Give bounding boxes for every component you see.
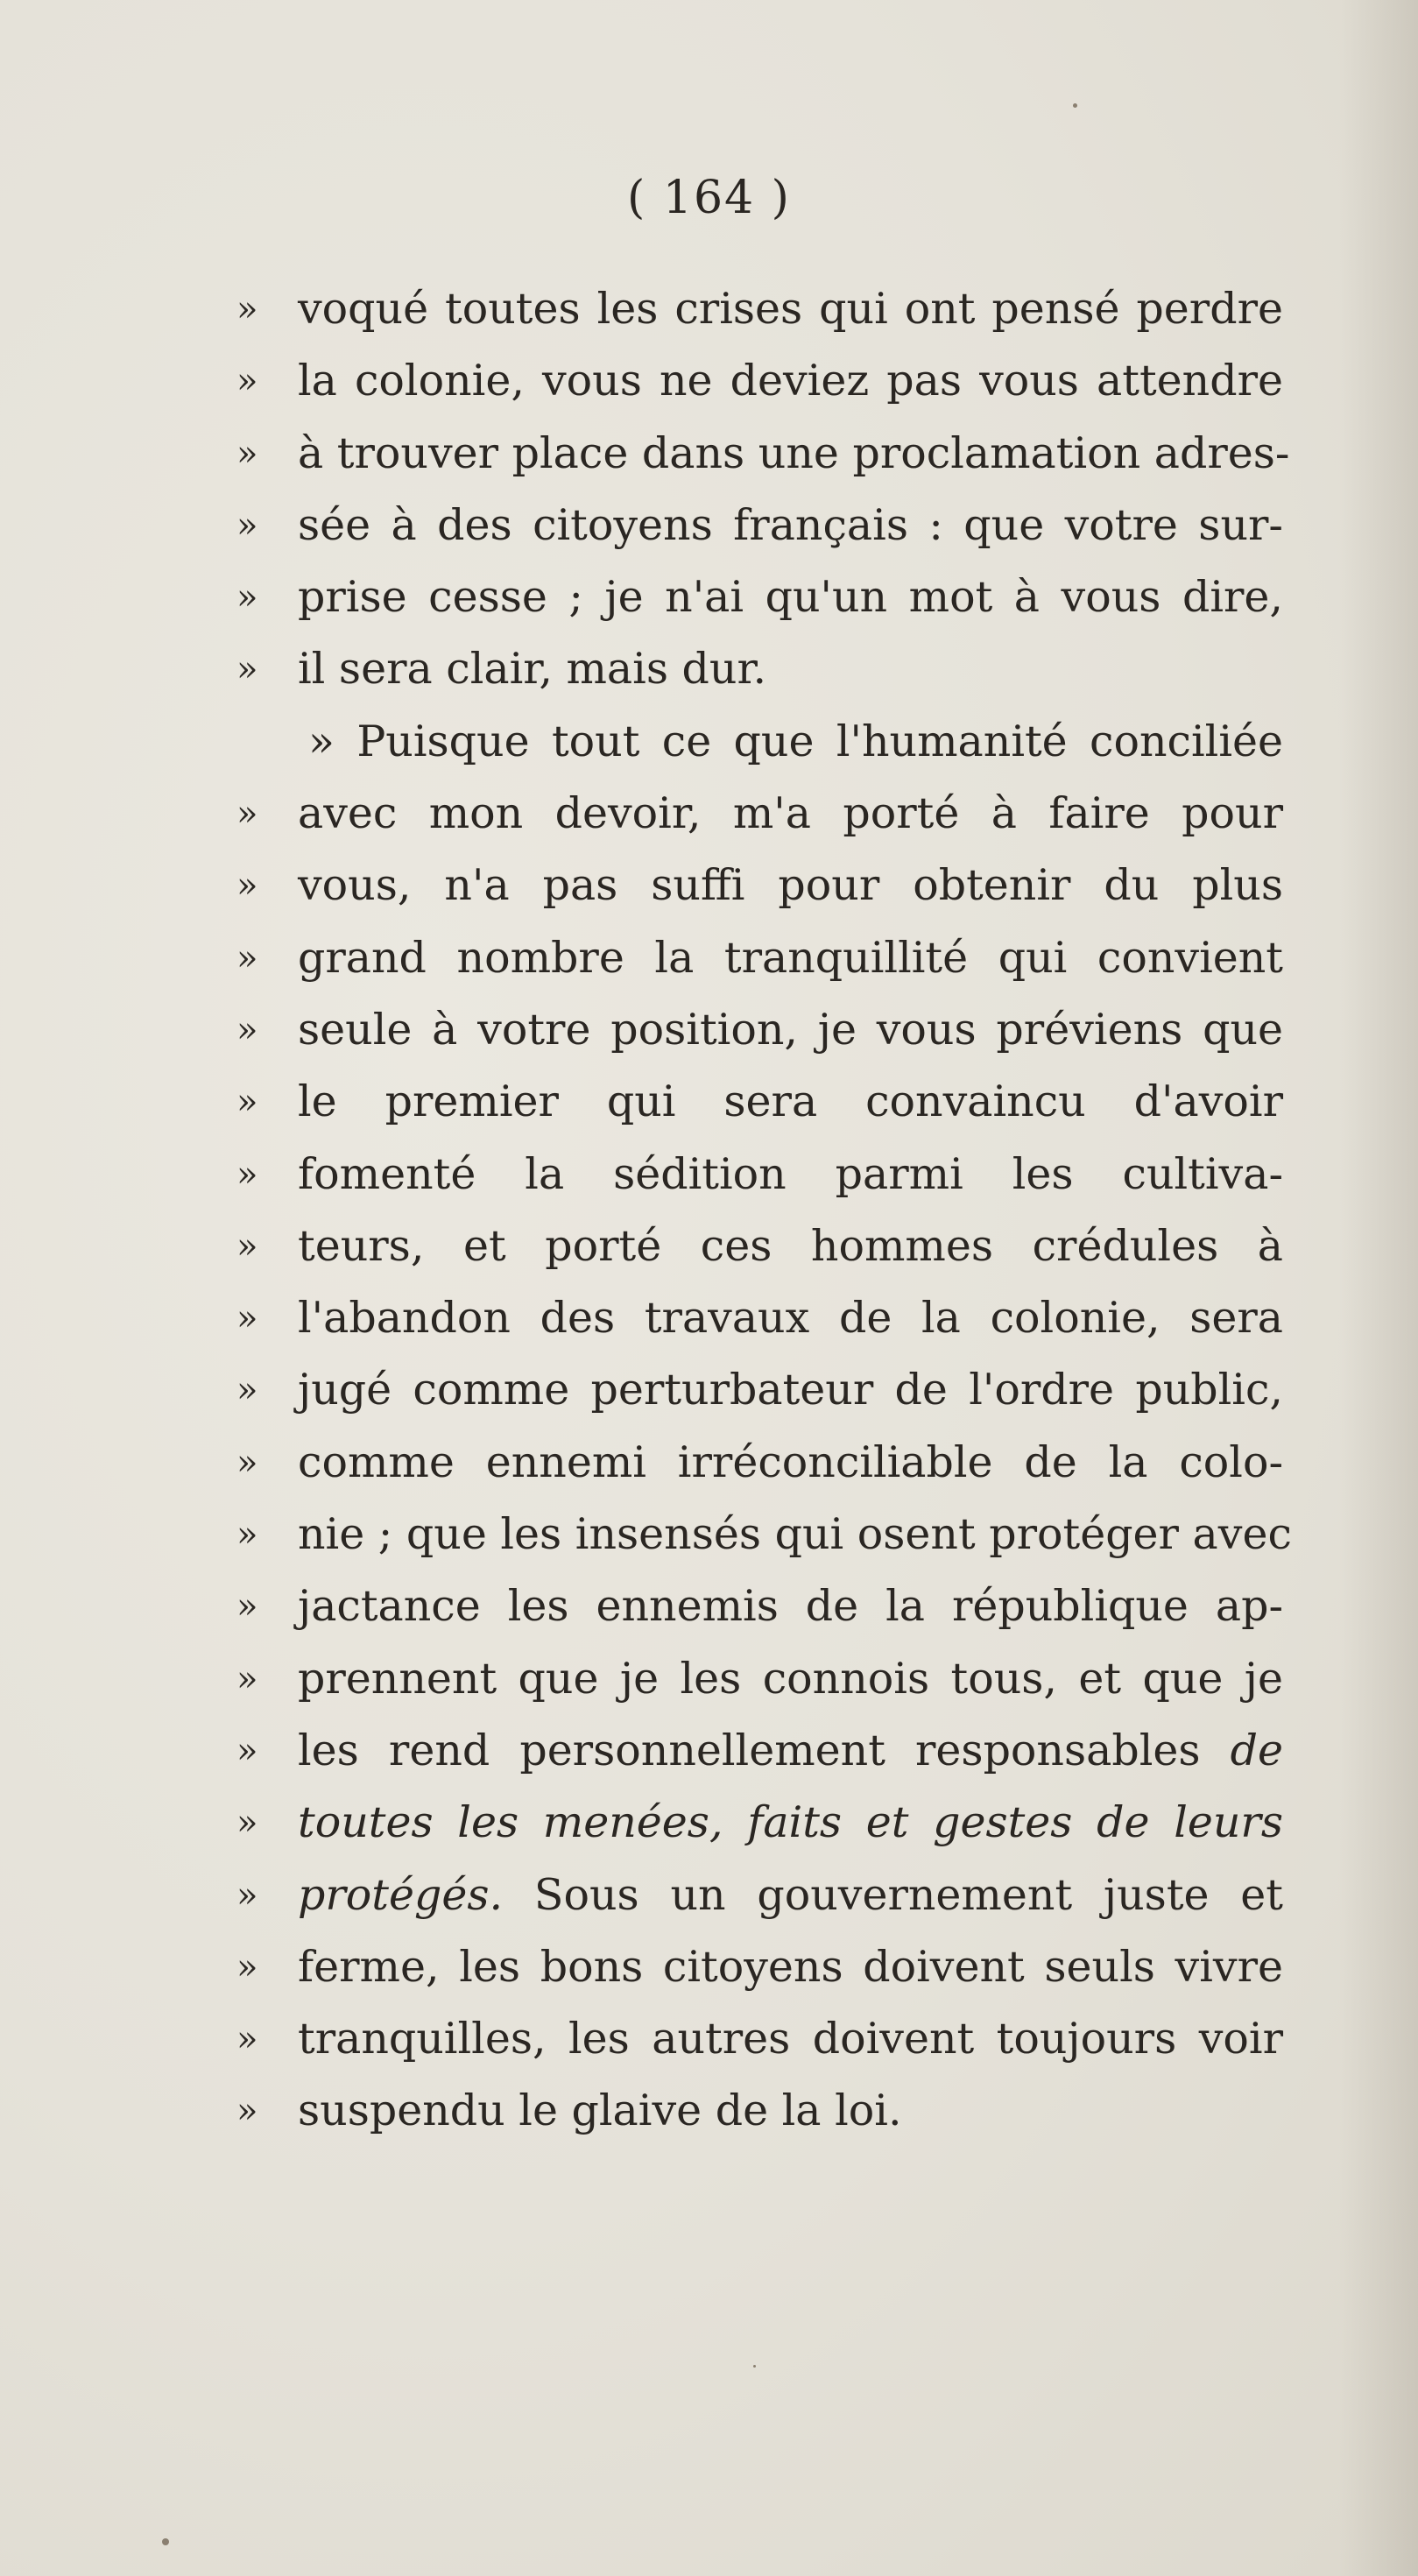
line-text — [298, 922, 1283, 994]
quote-mark: » — [236, 1874, 258, 1916]
text-line — [236, 1570, 1410, 1642]
quote-mark: » — [236, 1730, 258, 1771]
line-text — [298, 418, 1290, 490]
text-line — [236, 490, 1410, 561]
page-number: ( 164 ) — [627, 172, 791, 224]
line-text — [298, 850, 1283, 921]
quote-mark: » — [236, 937, 258, 978]
text-line — [236, 1931, 1410, 2003]
roman-text: la colonie, vous ne deviez pas vous attendre — [298, 356, 1283, 406]
text-line — [236, 1354, 1410, 1426]
text-line — [236, 1787, 1410, 1859]
roman-text: tranquilles, les autres doivent toujours voir — [298, 2014, 1283, 2064]
text-line — [236, 633, 1410, 705]
line-text — [298, 490, 1283, 561]
quote-mark: » — [236, 1514, 258, 1556]
roman-text: grand nombre la tranquillité qui convient — [298, 932, 1283, 983]
roman-text: le premier qui sera convaincu d'avoir — [298, 1076, 1283, 1127]
line-text — [298, 1715, 1283, 1787]
text-line — [236, 2003, 1410, 2075]
roman-text: fomenté la sédition parmi les cultiva- — [298, 1148, 1283, 1199]
quote-mark: » — [236, 1370, 258, 1411]
roman-text: avec mon devoir, m'a porté à faire pour — [298, 788, 1283, 839]
text-line — [236, 2075, 1410, 2147]
text-line — [236, 561, 1410, 633]
text-line — [236, 1282, 1410, 1354]
body-text — [236, 273, 1410, 2148]
roman-text: jugé comme perturbateur de l'ordre public, — [298, 1365, 1283, 1415]
text-line — [236, 706, 1410, 778]
quote-mark: » — [236, 1586, 258, 1627]
roman-text: sée à des citoyens français : que votre sur- — [298, 499, 1283, 550]
italic-text: de — [1230, 1725, 1284, 1775]
quote-mark: » — [236, 1154, 258, 1195]
line-text — [298, 1499, 1292, 1570]
text-line — [236, 1066, 1410, 1138]
text-line — [236, 345, 1410, 417]
text-line — [236, 418, 1410, 490]
roman-text: les rend personnellement responsables — [298, 1725, 1201, 1775]
text-line — [236, 778, 1410, 850]
roman-text: teurs, et porté ces hommes crédules à — [298, 1220, 1283, 1271]
line-text — [298, 1931, 1283, 2003]
line-text — [298, 1066, 1283, 1138]
line-text — [298, 994, 1283, 1066]
roman-text: il sera clair, mais dur. — [298, 644, 767, 695]
line-text — [298, 1427, 1283, 1499]
text-line — [236, 922, 1410, 994]
quote-mark: » — [236, 1803, 258, 1844]
line-text — [298, 1354, 1283, 1426]
line-text — [298, 1210, 1283, 1282]
quote-mark: » — [236, 577, 258, 618]
roman-text: comme ennemi irréconciliable de la colo- — [298, 1436, 1283, 1487]
paper-speck — [162, 2538, 169, 2545]
roman-text: prennent que je les connois tous, et que je — [298, 1653, 1283, 1704]
quote-mark: » — [236, 2091, 258, 2132]
roman-text: suspendu le glaive de la loi. — [298, 2086, 902, 2136]
line-text — [298, 1570, 1283, 1642]
paper-speck — [753, 2365, 756, 2368]
roman-text: jactance les ennemis de la république ap- — [298, 1581, 1283, 1632]
line-text — [308, 706, 1283, 778]
line-text — [298, 2003, 1283, 2075]
roman-text: Sous un gouvernement juste et — [533, 1869, 1283, 1920]
text-line — [236, 1139, 1410, 1210]
line-text — [298, 273, 1283, 345]
roman-text: seule à votre position, je vous préviens que — [298, 1004, 1283, 1055]
quote-mark: » — [236, 1658, 258, 1699]
paper-speck — [1073, 103, 1077, 108]
quote-mark: » — [236, 1442, 258, 1483]
line-text — [298, 1787, 1283, 1859]
text-line — [236, 1860, 1410, 1931]
text-line — [236, 1643, 1410, 1715]
line-text — [298, 345, 1283, 417]
quote-mark: » — [236, 1946, 258, 1987]
italic-text: protégés. — [298, 1869, 504, 1920]
line-text — [298, 561, 1283, 633]
roman-text: » Puisque tout ce que l'humanité conciliée — [308, 716, 1283, 766]
quote-mark: » — [236, 1225, 258, 1267]
roman-text: ferme, les bons citoyens doivent seuls vivre — [298, 1941, 1283, 1992]
text-line — [236, 1427, 1410, 1499]
text-line — [236, 1210, 1410, 1282]
roman-text: prise cesse ; je n'ai qu'un mot à vous dire, — [298, 572, 1283, 623]
quote-mark: » — [236, 649, 258, 690]
roman-text: l'abandon des travaux de la colonie, sera — [298, 1293, 1283, 1344]
text-line — [236, 850, 1410, 921]
text-line — [236, 273, 1410, 345]
line-text — [298, 778, 1283, 850]
line-text — [298, 1643, 1283, 1715]
roman-text: nie ; que les insensés qui osent protéger avec — [298, 1509, 1292, 1560]
quote-mark: » — [236, 505, 258, 546]
quote-mark: » — [236, 361, 258, 402]
text-line — [236, 1715, 1410, 1787]
quote-mark: » — [236, 865, 258, 907]
italic-text: toutes les menées, faits et gestes de leurs — [298, 1797, 1283, 1848]
roman-text: à trouver place dans une proclamation adres- — [298, 427, 1290, 478]
quote-mark: » — [236, 2019, 258, 2060]
text-line — [236, 994, 1410, 1066]
quote-mark: » — [236, 1009, 258, 1050]
quote-mark: » — [236, 1082, 258, 1123]
line-text — [298, 1139, 1283, 1210]
quote-mark: » — [236, 794, 258, 835]
quote-mark: » — [236, 289, 258, 329]
line-text — [298, 1282, 1283, 1354]
roman-text: voqué toutes les crises qui ont pensé perdre — [298, 284, 1283, 334]
quote-mark: » — [236, 1298, 258, 1339]
line-text — [298, 633, 1283, 705]
line-text — [298, 2075, 1283, 2147]
text-line — [236, 1499, 1410, 1570]
roman-text: vous, n'a pas suffi pour obtenir du plus — [298, 860, 1283, 911]
quote-mark: » — [236, 433, 258, 474]
line-text — [298, 1860, 1283, 1931]
